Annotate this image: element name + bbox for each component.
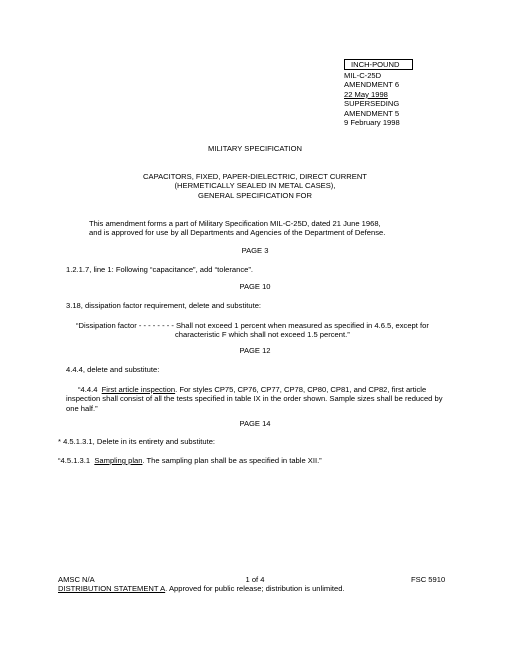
distribution-label: DISTRIBUTION STATEMENT A: [58, 584, 166, 593]
paragraph-title: Sampling plan: [94, 456, 143, 465]
title-line-3: GENERAL SPECIFICATION FOR: [198, 190, 312, 200]
document-header-block: [344, 59, 474, 127]
page-3-label: PAGE 3: [241, 246, 269, 255]
amendment-number: AMENDMENT 6: [344, 80, 400, 90]
intro-line-1: This amendment forms a part of Military Specification MIL-C-25D, dated 21 June 1968,: [89, 219, 381, 228]
page-10-quote-line-1: “Dissipation factor - - - - - - - - Shall not exceed 1 percent when measured as specified in 4.6.5, except for: [76, 321, 429, 330]
distribution-text: . Approved for public release; distribution is unlimited.: [165, 584, 345, 593]
page-12-line-3: one half.”: [66, 403, 98, 413]
page-10-label: PAGE 10: [239, 282, 271, 291]
paragraph-text: . The sampling plan shall be as specified in table XII.”: [142, 456, 322, 465]
page-12-label: PAGE 12: [239, 346, 271, 355]
page-14-label: PAGE 14: [239, 419, 271, 428]
intro-paragraph: [89, 219, 489, 238]
page-10-quote: [76, 321, 496, 340]
amendment-date: 22 May 1998: [344, 89, 388, 99]
page-10-quote-line-2: characteristic F which shall not exceed 1.5 percent.”: [175, 330, 350, 340]
page-14-instruction: * 4.5.1.3.1, Delete in its entirety and substitute:: [58, 437, 216, 446]
document-title: [0, 172, 510, 200]
page-12-line-1: [66, 385, 486, 394]
superseded-date: 9 February 1998: [344, 118, 400, 128]
paragraph-number: “4.5.1.3.1: [58, 456, 91, 465]
page-3-change: 1.2.1.7, line 1: Following “capacitance”, add “tolerance”.: [66, 265, 253, 274]
superseding-label: SUPERSEDING: [344, 99, 400, 109]
document-heading: MILITARY SPECIFICATION: [208, 144, 302, 153]
page-14-paragraph: [58, 456, 322, 465]
paragraph-text: . For styles CP75, CP76, CP77, CP78, CP80, CP81, and CP82, first article: [175, 385, 427, 394]
paragraph-number: “4.4.4: [78, 385, 98, 394]
superseded-amendment: AMENDMENT 5: [344, 108, 400, 118]
title-line-1: CAPACITORS, FIXED, PAPER-DIELECTRIC, DIRECT CURRENT: [143, 172, 367, 181]
classification-box: INCH-POUND: [344, 59, 413, 70]
page-12-line-2: inspection shall consist of all the tests specified in table IX in the order shown. Sample sizes shall be reduced by: [66, 394, 443, 404]
title-line-2: (HERMETICALLY SEALED IN METAL CASES),: [174, 181, 336, 191]
footer-page-number: 1 of 4: [245, 575, 265, 584]
page-10-instruction: 3.18, dissipation factor requirement, delete and substitute:: [66, 301, 262, 310]
page-12-paragraph: [66, 385, 486, 413]
footer-amsc: AMSC N/A: [58, 575, 95, 584]
paragraph-title: First article inspection: [101, 385, 176, 394]
footer-distribution: [58, 584, 345, 593]
page-12-instruction: 4.4.4, delete and substitute:: [66, 365, 160, 374]
footer-fsc: FSC 5910: [411, 575, 446, 584]
spec-number: MIL-C-25D: [344, 71, 382, 80]
intro-line-2: and is approved for use by all Departments and Agencies of the Department of Defense.: [89, 228, 386, 238]
